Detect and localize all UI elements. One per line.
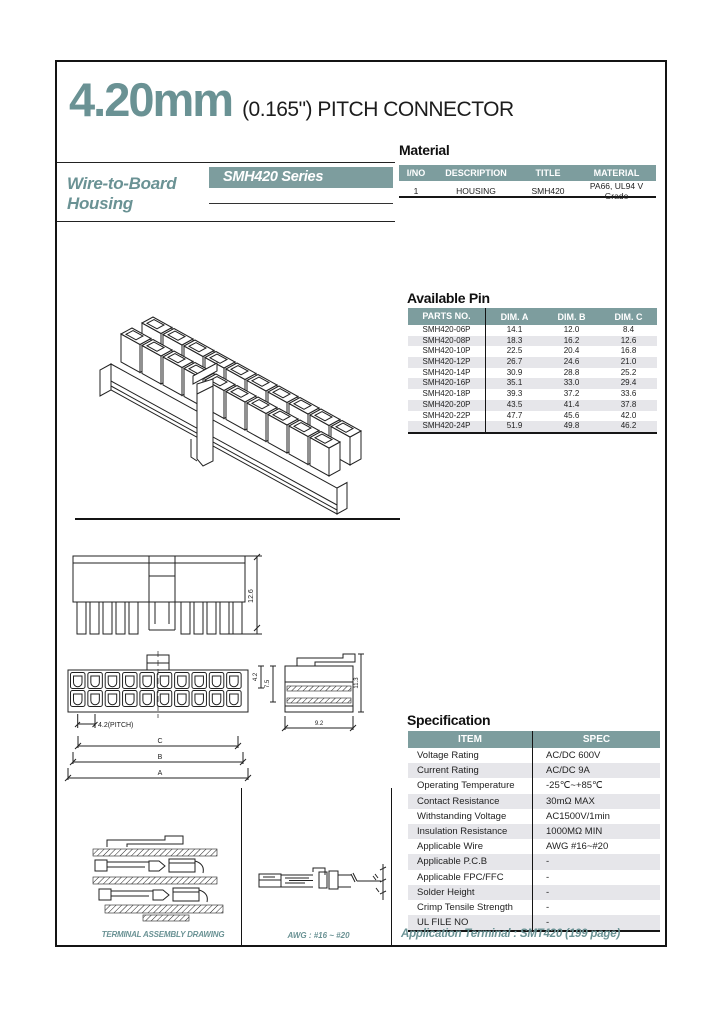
application-terminal-note: Application Terminal : SMT420 (199 page) — [401, 928, 621, 940]
parts-no: SMH420-08P — [408, 336, 486, 347]
spec-table-row — [408, 809, 660, 824]
spec-value: -25℃~+85℃ — [546, 780, 603, 792]
pin-col-partsno: PARTS NO. — [408, 308, 486, 325]
iso-drawing-baseline — [75, 518, 400, 520]
dim-b: 37.2 — [563, 389, 580, 399]
product-type-line2: Housing — [67, 194, 133, 213]
spec-item: Applicable P.C.B — [408, 854, 533, 869]
spec-item: Solder Height — [408, 885, 533, 900]
dim-c: 37.8 — [620, 399, 637, 409]
product-type-label — [67, 174, 227, 214]
spec-value: 1000MΩ MIN — [546, 826, 603, 838]
dim-b: 16.2 — [563, 335, 580, 345]
pin-table-row — [408, 357, 657, 368]
dim-c: 33.6 — [620, 389, 637, 399]
dim-a: 39.3 — [506, 389, 523, 399]
available-pin-heading: Available Pin — [407, 290, 490, 306]
parts-no: SMH420-10P — [408, 346, 486, 357]
spec-item: Current Rating — [408, 763, 533, 778]
dim-c: 29.4 — [620, 378, 637, 388]
material-col-title: TITLE — [535, 168, 561, 178]
parts-no: SMH420-20P — [408, 400, 486, 411]
parts-no: SMH420-06P — [408, 325, 486, 336]
left-section-divider — [57, 221, 395, 222]
material-cell-description: HOUSING — [456, 186, 496, 196]
pin-table-row — [408, 346, 657, 357]
spec-table-row — [408, 854, 660, 869]
spec-table-row — [408, 839, 660, 854]
terminal-assembly-label: TERMINAL ASSEMBLY DRAWING — [101, 930, 225, 939]
spec-value: - — [546, 856, 550, 868]
dim-b: 45.6 — [563, 410, 580, 420]
spec-table-row — [408, 778, 660, 793]
side-section-drawing — [253, 650, 371, 740]
spec-item: Withstanding Voltage — [408, 809, 533, 824]
header-divider-line — [57, 162, 395, 163]
material-table — [399, 165, 656, 201]
dim-a: 35.1 — [506, 378, 523, 388]
dim-b: 41.4 — [563, 399, 580, 409]
awg-range-label: AWG : #16 ~ #20 — [287, 931, 350, 940]
spec-value: - — [546, 871, 550, 883]
footer-divider-left — [241, 788, 242, 945]
dim-a: 43.5 — [506, 399, 523, 409]
spec-item: Operating Temperature — [408, 778, 533, 793]
dim-label-section-3: 11.3 — [354, 677, 360, 689]
spec-col-spec: SPEC — [582, 734, 611, 745]
pin-table-row — [408, 336, 657, 347]
dim-label-section-2: 7.5 — [265, 679, 271, 689]
parts-no: SMH420-24P — [408, 421, 486, 432]
dim-c: 12.6 — [620, 335, 637, 345]
isometric-connector-drawing — [97, 234, 405, 516]
material-cell-ino: 1 — [413, 186, 419, 196]
spec-table-row — [408, 885, 660, 900]
spec-table-header — [408, 731, 660, 748]
dim-label-pitch: 4.2(PITCH) — [98, 722, 134, 729]
parts-no: SMH420-22P — [408, 411, 486, 422]
spec-value: AC/DC 9A — [546, 765, 590, 777]
dim-a: 47.7 — [506, 410, 523, 420]
dim-b: 28.8 — [563, 367, 580, 377]
material-col-ino: I/NO — [406, 168, 426, 178]
dim-label-side-height: 12.6 — [248, 589, 255, 603]
dim-b: 49.8 — [563, 421, 580, 431]
spec-table-row — [408, 870, 660, 885]
dim-c: 21.0 — [620, 357, 637, 367]
material-heading: Material — [399, 142, 450, 158]
pin-table-row — [408, 368, 657, 379]
dim-c: 16.8 — [620, 346, 637, 356]
specification-table — [408, 731, 660, 932]
pin-table-row — [408, 389, 657, 400]
badge-underline — [209, 203, 393, 204]
parts-no: SMH420-14P — [408, 368, 486, 379]
dim-a: 30.9 — [506, 367, 523, 377]
dim-label-c: C — [157, 738, 163, 745]
spec-table-row — [408, 763, 660, 778]
dim-a: 18.3 — [506, 335, 523, 345]
pin-table-row — [408, 378, 657, 389]
spec-table-row — [408, 748, 660, 763]
datasheet-page — [55, 60, 667, 947]
dim-b: 20.4 — [563, 346, 580, 356]
parts-no: SMH420-16P — [408, 378, 486, 389]
footer-divider-right — [391, 788, 392, 945]
spec-item: Voltage Rating — [408, 748, 533, 763]
dim-c: 46.2 — [620, 421, 637, 431]
material-cell-title: SMH420 — [531, 186, 565, 196]
parts-no: SMH420-18P — [408, 389, 486, 400]
material-col-description: DESCRIPTION — [445, 168, 507, 178]
dim-a: 51.9 — [506, 421, 523, 431]
dim-b: 33.0 — [563, 378, 580, 388]
spec-item: Applicable Wire — [408, 839, 533, 854]
spec-item: Contact Resistance — [408, 794, 533, 809]
spec-value: AC/DC 600V — [546, 750, 601, 762]
dim-label-b: B — [157, 754, 163, 761]
spec-value: AWG #16~#20 — [546, 841, 609, 853]
dim-b: 12.0 — [563, 325, 580, 334]
spec-col-item: ITEM — [408, 731, 533, 748]
side-view-drawing — [65, 540, 270, 652]
pin-table-header — [408, 308, 657, 325]
product-type-line1: Wire-to-Board — [67, 174, 177, 193]
pitch-title-suffix: (0.165") PITCH CONNECTOR — [242, 98, 514, 121]
dim-a: 14.1 — [506, 325, 523, 334]
dim-b: 24.6 — [563, 357, 580, 367]
spec-table-row — [408, 794, 660, 809]
spec-table-row — [408, 900, 660, 915]
pitch-size-title: 4.20mm — [69, 73, 233, 126]
specification-heading: Specification — [407, 712, 491, 728]
material-table-header — [399, 165, 656, 181]
dim-c: 42.0 — [620, 410, 637, 420]
dim-c: 8.4 — [622, 325, 635, 334]
spec-item: Crimp Tensile Strength — [408, 900, 533, 915]
front-view-drawing — [62, 648, 254, 795]
material-table-row — [399, 181, 656, 201]
spec-item: Insulation Resistance — [408, 824, 533, 839]
series-badge: SMH420 Series — [209, 167, 393, 188]
pin-table-row — [408, 421, 657, 432]
crimp-terminal-drawing — [255, 856, 390, 918]
parts-no: SMH420-12P — [408, 357, 486, 368]
page-title — [69, 72, 514, 127]
spec-value: - — [546, 886, 550, 898]
dim-label-section-1: 4.2 — [253, 672, 259, 682]
pin-col-dim-a: DIM. A — [500, 311, 529, 322]
pin-table-row — [408, 411, 657, 422]
spec-value: - — [546, 901, 550, 913]
dim-label-a: A — [157, 770, 163, 777]
spec-table-row — [408, 824, 660, 839]
pin-col-dim-b: DIM. B — [557, 311, 586, 322]
material-cell-material: PA66, UL94 V Grade — [589, 181, 644, 201]
material-col-material: MATERIAL — [593, 168, 640, 178]
pin-table-row — [408, 325, 657, 336]
available-pin-table — [408, 308, 657, 434]
spec-value: 30mΩ MAX — [546, 795, 595, 807]
dim-a: 26.7 — [506, 357, 523, 367]
pin-table-row — [408, 400, 657, 411]
spec-value: - — [546, 917, 550, 929]
dim-c: 25.2 — [620, 367, 637, 377]
terminal-assembly-drawing — [85, 834, 240, 929]
dim-label-section-4: 9.2 — [314, 721, 324, 727]
pin-col-dim-c: DIM. C — [614, 311, 643, 322]
spec-item: Applicable FPC/FFC — [408, 870, 533, 885]
dim-a: 22.5 — [506, 346, 523, 356]
spec-item: UL FILE NO — [408, 915, 533, 930]
spec-value: AC1500V/1min — [546, 810, 610, 822]
